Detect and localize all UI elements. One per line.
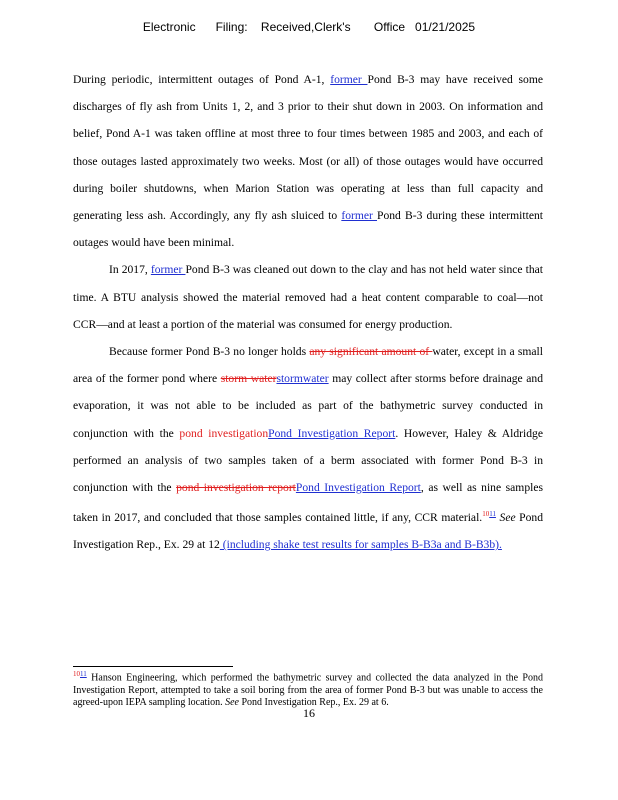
deleted-text: pond investigation report [176,481,296,495]
footnote-number-new: 11 [489,510,496,519]
inserted-text: stormwater [276,372,329,386]
inserted-text: former [330,73,368,86]
footnote-reference[interactable] [482,510,496,518]
text-run: may collect after storms before drainage and evaporation, it was not able to be included as part of the bathymetric survey conducted in conjunction with the [73,372,543,440]
footnote-text: Hanson Engineering, which performed the bathymetric survey and collected the data analyzed in the Pond Investigation Report, attempted to take a soil boring from the area of former Pond B-3 but was unable to access the agreed-upon IEPA sampling location. [73,672,543,709]
paragraph-3 [73,338,543,558]
see-signal: See [225,697,239,709]
text-run: Pond B-3 during these intermittent outages would have been minimal. [73,209,543,250]
footnote-divider [73,666,233,667]
inserted-text: Pond Investigation Report [295,481,421,495]
inserted-text: Pond Investigation Report [268,426,396,440]
footnote-number-old: 10 [482,510,490,519]
footnote-number-new: 11 [80,670,87,678]
paragraph-2 [73,256,543,338]
deleted-text: pond investigation [179,426,269,440]
text-run: Pond Investigation Rep., Ex. 29 at 12 [73,511,543,552]
see-signal: See [499,511,516,525]
deleted-text: any significant amount of [309,345,433,359]
footnote-marker [73,670,87,678]
inserted-text: former [150,263,186,277]
inserted-text: (including shake test results for samples B-B3a and B-B3b) [219,538,500,552]
paragraph-1 [73,66,543,256]
footnote [73,668,543,710]
deleted-text: storm water [220,372,277,386]
text-run: During periodic, intermittent outages of Pond A-1, [73,73,331,86]
filing-header: Electronic Filing: Received,Clerk's Office 01/21/2025 [142,20,476,34]
text-run: Pond B-3 was cleaned out down to the clay and has not held water since that time. A BTU analysis showed the material removed had a heat content comparable to coal—not CCR—and at least a portion of the material was consumed for energy production. [73,263,543,331]
inserted-text: former [341,209,378,223]
text-run: Pond B-3 may have received some discharges of fly ash from Units 1, 2, and 3 prior to their shut down in 2003. On information and belief, Pond A-1 was taken offline at most three to four times between 1985 and 2003, and each of those outages lasted approximately two weeks. Most (or all) of those outages would have occurred during boiler shutdowns, when Marion Station was operating at less than full capacity and generating less ash. Accordingly, any fly ash sluiced to [73,73,543,223]
text-run: . [499,538,502,552]
document-body [73,66,543,559]
page-number: 16 [303,706,315,720]
text-run: . However, Haley & Aldridge performed an analysis of two samples taken of a berm associated with former Pond B-3 in conjunction with the [73,426,543,495]
text-run: , as well as nine samples taken in 2017, and concluded that those samples contained little, if any, CCR material. [73,481,543,525]
text-run: In 2017, [109,263,151,277]
footnote-text: Pond Investigation Rep., Ex. 29 at 6. [239,697,389,709]
footnote-number-old: 10 [73,670,80,678]
text-run: water, except in a small area of the former pond where [73,345,543,386]
text-run: Because former Pond B-3 no longer holds [109,345,310,359]
